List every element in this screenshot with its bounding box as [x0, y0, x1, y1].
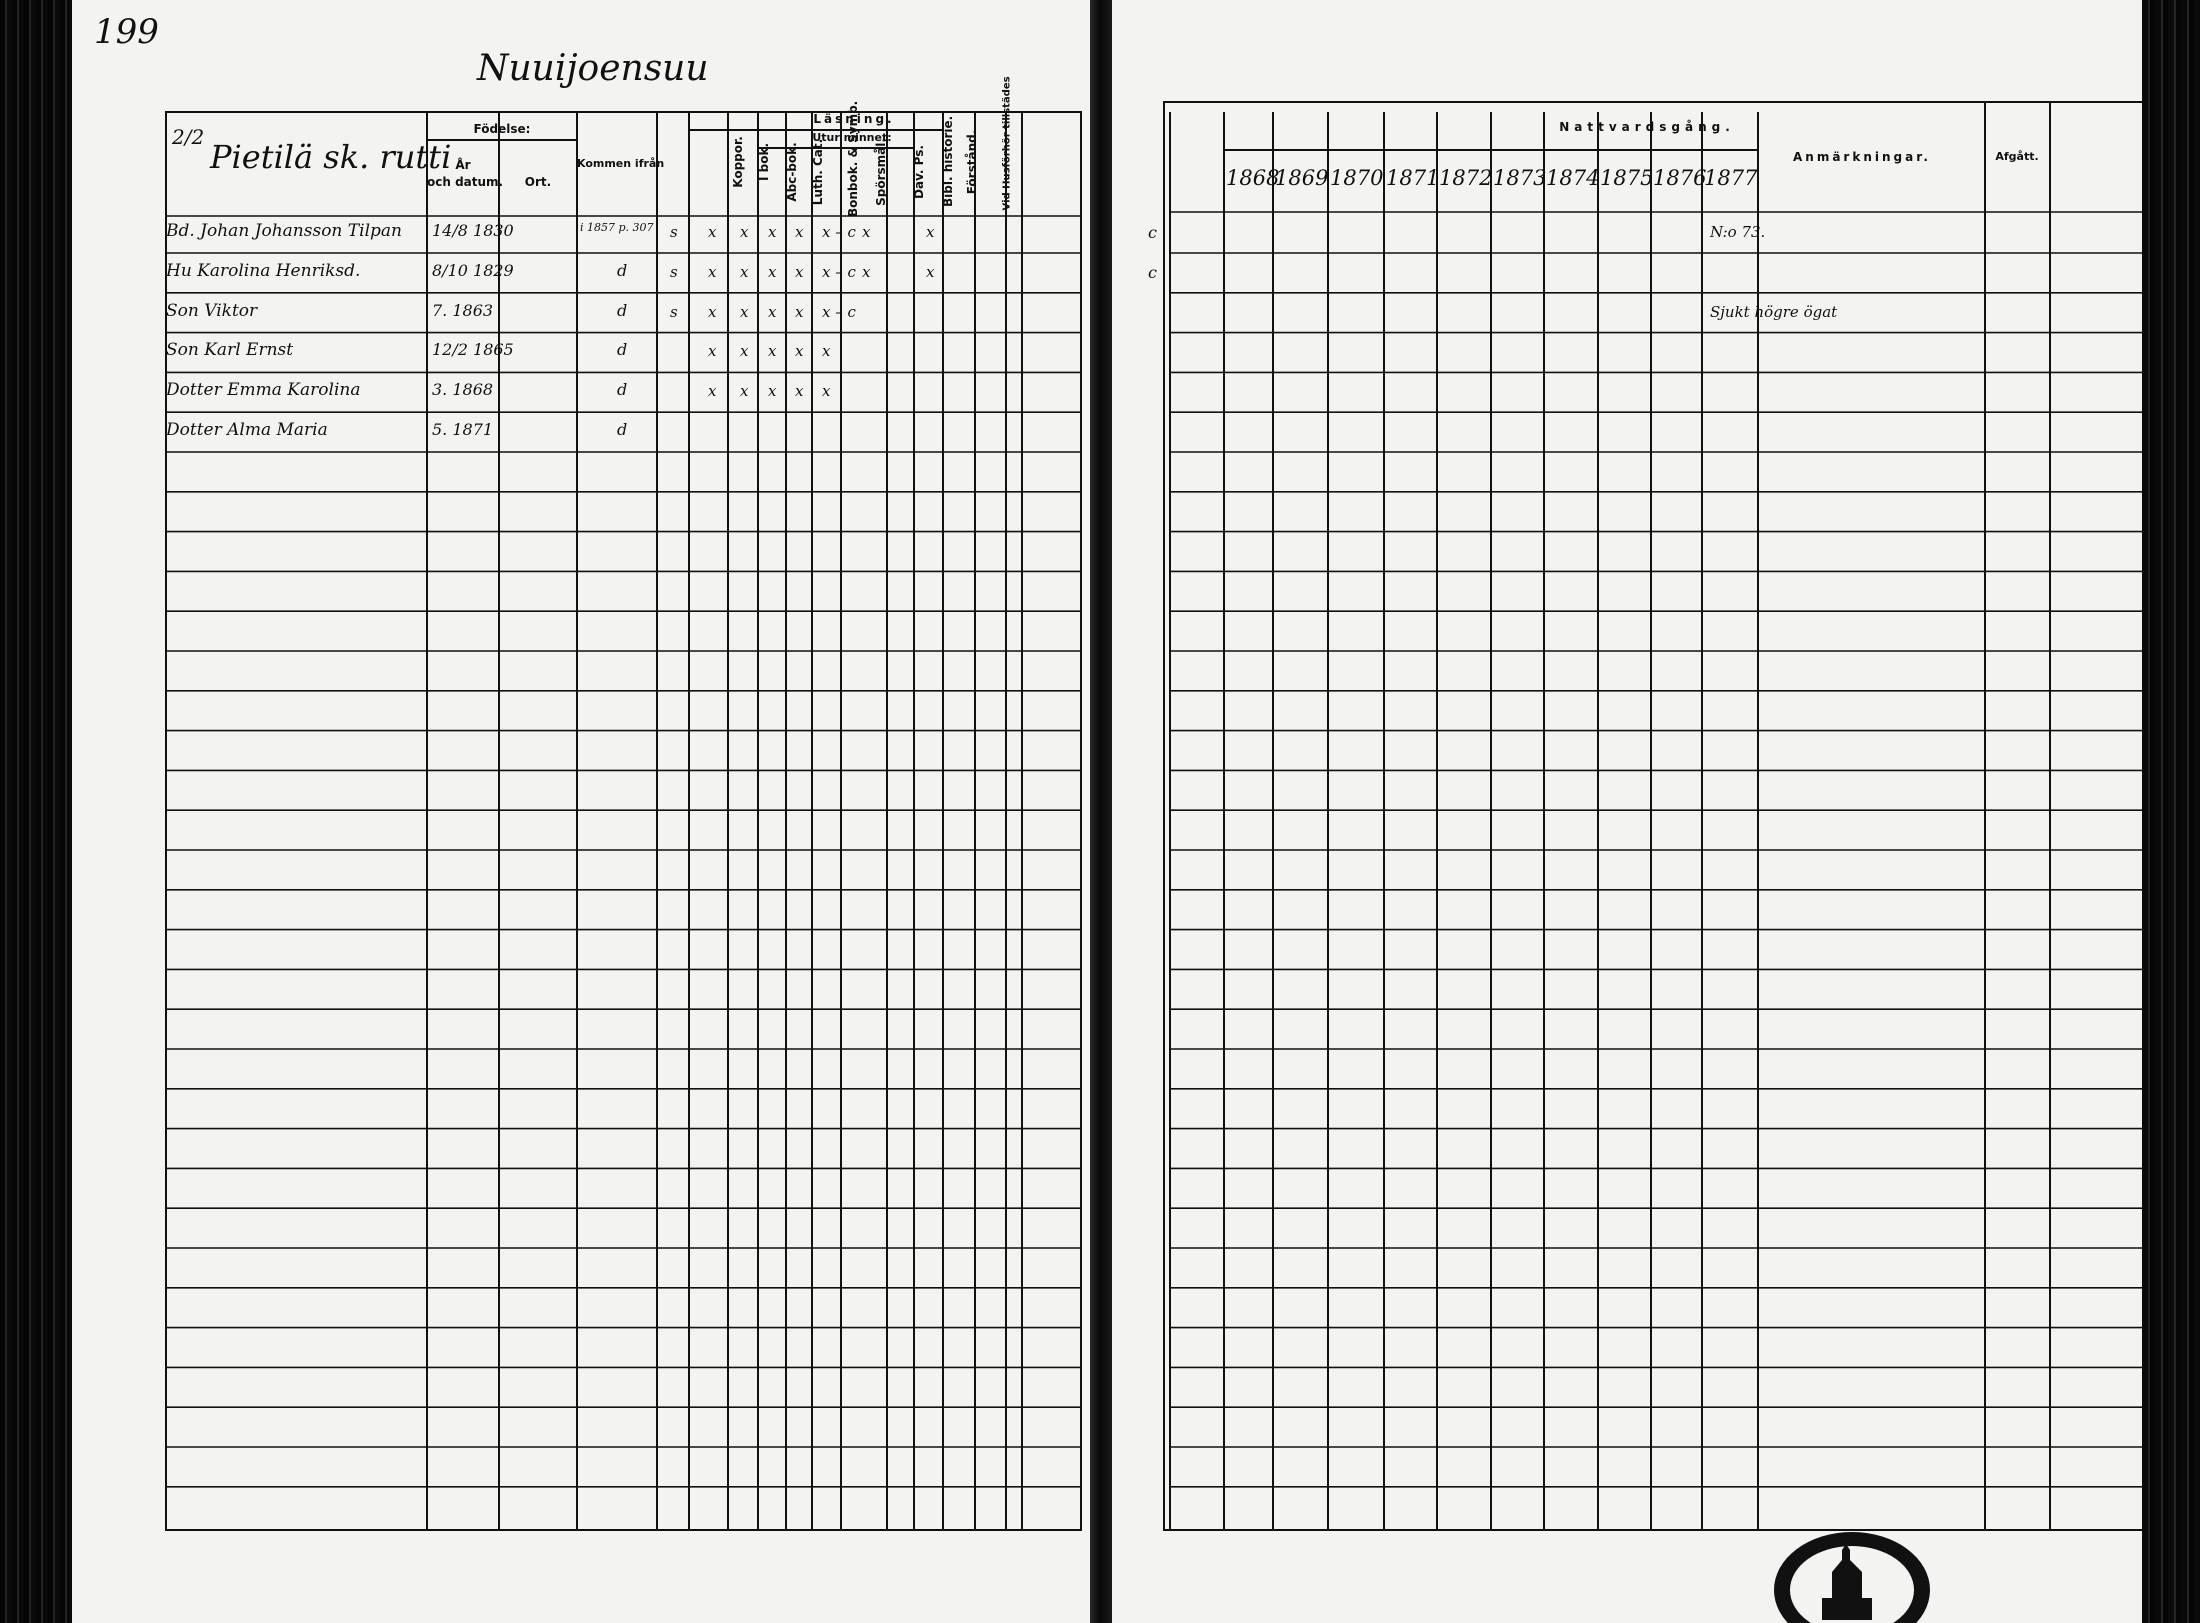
person-name: Son Viktor: [166, 300, 258, 321]
anmarkningar-header: Anmärkningar.: [1793, 150, 1931, 164]
person-name: Dotter Alma Maria: [166, 420, 328, 440]
reading-mark: s: [670, 262, 678, 281]
book-edge-right: [2142, 0, 2200, 1623]
ar-header: År: [455, 158, 471, 172]
reading-mark: x – c: [822, 262, 856, 281]
husforhor-header: Vid Husförhör tillstädes: [1001, 76, 1013, 211]
reading-mark: x: [822, 382, 831, 401]
year-label: 1872: [1439, 166, 1493, 190]
year-label: 1870: [1330, 166, 1384, 190]
i-bok-header: I bok.: [757, 143, 771, 182]
person-name: Hu Karolina Henriksd.: [166, 260, 361, 281]
reading-mark: x: [708, 223, 717, 241]
koppor-header: Koppor.: [731, 136, 745, 188]
birth-date: 14/8 1830: [432, 221, 514, 240]
came-from: d: [617, 300, 628, 320]
reading-mark: x: [740, 302, 749, 321]
person-name: Dotter Emma Karolina: [166, 380, 361, 401]
page-number: 199: [94, 12, 159, 52]
came-from: d: [617, 420, 628, 439]
reading-mark: x: [708, 342, 717, 361]
reading-mark: x: [926, 262, 935, 281]
remark-text: N:o 73.: [1710, 223, 1766, 241]
och-datum-header: och datum.: [427, 175, 504, 189]
reading-mark: x: [708, 262, 717, 281]
left-ledger-page: [72, 0, 1090, 1623]
household-fraction: 2/2: [172, 125, 205, 149]
year-label: 1874: [1546, 166, 1600, 190]
right-ledger-page: [1112, 0, 2142, 1623]
sporsmal-header: Spörsmål.: [874, 138, 888, 206]
forstand-header: Förstånd.: [965, 129, 979, 195]
reading-mark: x: [926, 223, 935, 241]
dav-header: Dav. Ps.: [912, 145, 926, 199]
reading-mark: x: [740, 223, 749, 241]
left-ledger-grid: [72, 0, 1090, 1623]
reading-mark: x: [768, 223, 777, 241]
nattvard-header: Nattvardsgång.: [1559, 120, 1735, 134]
book-edge-left: [0, 0, 72, 1623]
came-from: i 1857 p. 307: [580, 221, 654, 234]
birth-date: 8/10 1829: [432, 260, 514, 280]
reading-mark: x: [862, 262, 871, 281]
reading-mark: x: [768, 342, 777, 361]
utur-minnet-header: Utur minnet:: [812, 131, 892, 144]
book-gutter: [1090, 0, 1112, 1623]
reading-mark: x: [795, 223, 804, 241]
birth-date: 3. 1868: [432, 380, 494, 400]
margin-mark: c: [1148, 262, 1157, 282]
reading-mark: x: [768, 382, 777, 401]
reading-mark: x: [708, 382, 717, 401]
lasning-header: Läsning.: [813, 112, 895, 126]
reading-mark: x: [708, 302, 717, 321]
right-ledger-grid: [1112, 0, 2142, 1623]
afgatt-header: Afgått.: [1995, 150, 2039, 163]
came-from: d: [617, 380, 628, 400]
reading-mark: x: [862, 223, 871, 241]
year-label: 1876: [1653, 166, 1707, 190]
birth-date: 5. 1871: [432, 420, 494, 439]
reading-mark: x: [740, 262, 749, 281]
birth-date: 7. 1863: [432, 300, 494, 320]
person-name: Bd. Johan Johansson Tilpan: [166, 221, 402, 241]
reading-mark: x – c: [822, 223, 856, 241]
year-label: 1873: [1493, 166, 1547, 190]
year-label: 1869: [1275, 166, 1329, 190]
reading-mark: s: [670, 223, 678, 241]
year-label: 1871: [1386, 166, 1440, 190]
came-from: d: [617, 340, 628, 360]
abc-header: Abc-bok.: [785, 142, 799, 202]
reading-mark: x: [795, 382, 804, 401]
reading-mark: s: [670, 302, 678, 321]
year-label: 1868: [1226, 166, 1280, 190]
bonbok-header: Bonbok. & Symb.: [846, 100, 860, 217]
household-label: Pietilä sk. rutti: [210, 138, 452, 176]
year-label: 1875: [1600, 166, 1654, 190]
reading-mark: x: [768, 262, 777, 281]
bibl-header: Bibl. historie.: [941, 115, 955, 207]
reading-mark: x: [795, 342, 804, 361]
reading-mark: x: [822, 342, 831, 361]
came-from: d: [617, 260, 628, 280]
fodelse-header: Födelse:: [473, 122, 531, 136]
reading-mark: x: [740, 382, 749, 401]
village-name: Nuuijoensuu: [477, 48, 709, 89]
remark-text: Sjukt högre ögat: [1710, 302, 1838, 321]
margin-mark: c: [1148, 223, 1157, 242]
kommen-header: Kommen ifrån: [577, 157, 665, 170]
ort-header: Ort.: [524, 175, 552, 189]
reading-mark: x: [768, 302, 777, 321]
reading-mark: x: [795, 302, 804, 321]
year-label: 1877: [1704, 166, 1758, 190]
birth-date: 12/2 1865: [432, 340, 514, 360]
person-name: Son Karl Ernst: [166, 340, 294, 361]
reading-mark: x: [795, 262, 804, 281]
archive-stamp: [1762, 1520, 1942, 1623]
reading-mark: x: [740, 342, 749, 361]
luth-header: Luth. Cat.: [811, 138, 825, 206]
reading-mark: x – c: [822, 302, 856, 321]
